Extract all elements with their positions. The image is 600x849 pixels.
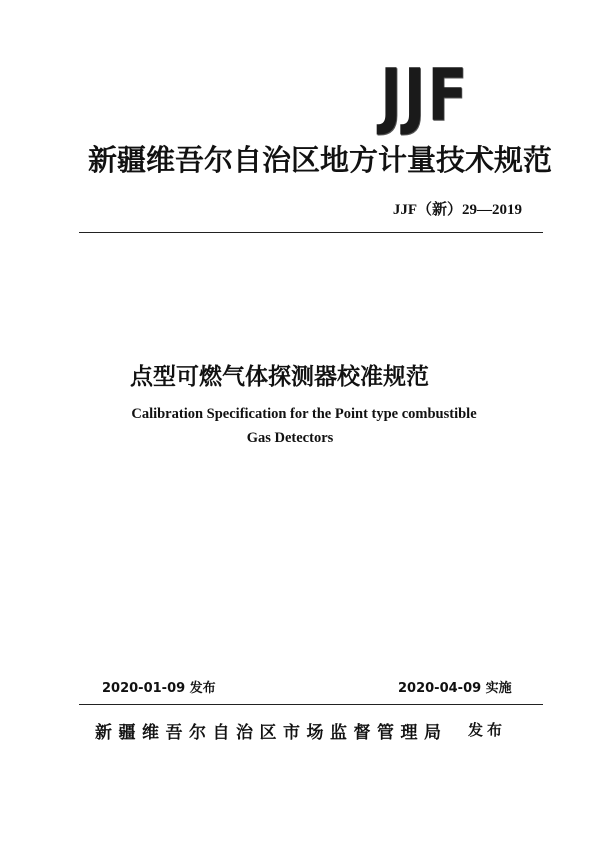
implementation-date: 2020-04-09 实施 [398, 681, 512, 696]
standard-number: JJF（新）29—2019 [392, 202, 522, 218]
document-title-zh: 点型可燃气体探测器校准规范 [130, 364, 429, 390]
org-title: 新疆维吾尔自治区地方计量技术规范 [88, 143, 553, 177]
document-title-en-line2: Gas Detectors [246, 430, 334, 446]
document-title-en-line1: Calibration Specification for the Point type combustible [131, 406, 477, 422]
top-divider [79, 232, 543, 233]
jjf-logo: JJF [380, 53, 470, 137]
bottom-divider [79, 704, 543, 705]
publish-label: 发布 [468, 721, 507, 739]
publisher-name: 新疆维吾尔自治区市场监督管理局 [95, 723, 448, 743]
issue-date: 2020-01-09 发布 [102, 681, 216, 696]
